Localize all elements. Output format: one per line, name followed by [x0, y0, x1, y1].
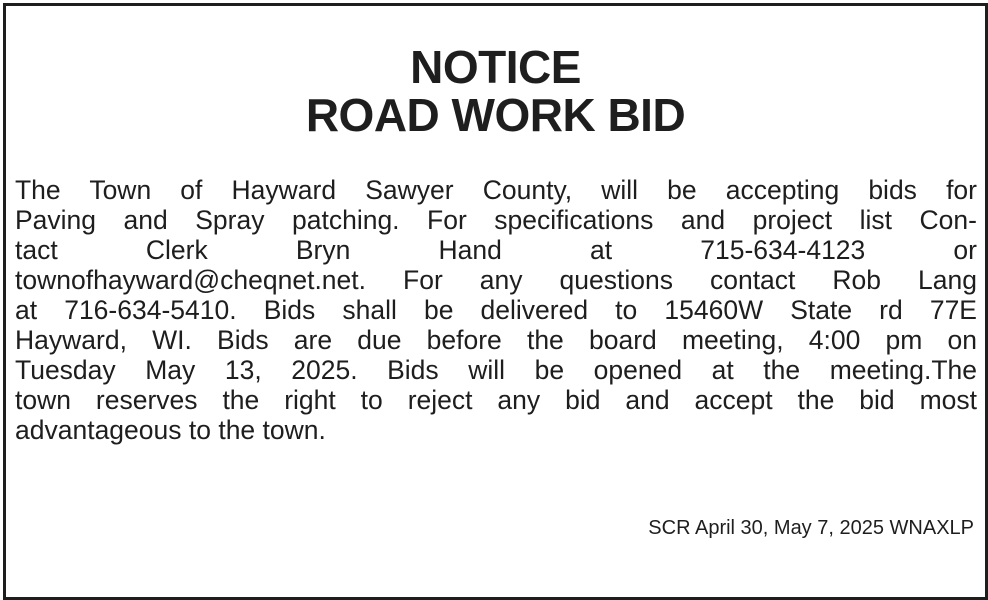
publication-footer: SCR April 30, May 7, 2025 WNAXLP [648, 517, 974, 539]
notice-body [15, 175, 977, 445]
body-line: The Town of Hayward Sawyer County, will be accepting bids for [15, 175, 977, 205]
body-line: Paving and Spray patching. For specifications and project list Con- [15, 205, 977, 235]
title-road-work-bid: ROAD WORK BID [305, 89, 686, 141]
notice-frame [3, 3, 988, 600]
body-line: Hayward, WI. Bids are due before the board meeting, 4:00 pm on [15, 325, 977, 355]
body-line-email: townofhayward@cheqnet.net. For any questions contact Rob Lang [15, 265, 977, 295]
body-line: at 716-634-5410. Bids shall be delivered to 15460W State rd 77E [15, 295, 977, 325]
body-line: tact Clerk Bryn Hand at 715-634-4123 or [15, 235, 977, 265]
notice-title [6, 43, 985, 139]
body-line: advantageous to the town. [15, 415, 326, 445]
body-line: Tuesday May 13, 2025. Bids will be opened at the meeting.The [15, 355, 977, 385]
title-notice: NOTICE [410, 41, 581, 93]
body-line: town reserves the right to reject any bid and accept the bid most [15, 385, 977, 415]
